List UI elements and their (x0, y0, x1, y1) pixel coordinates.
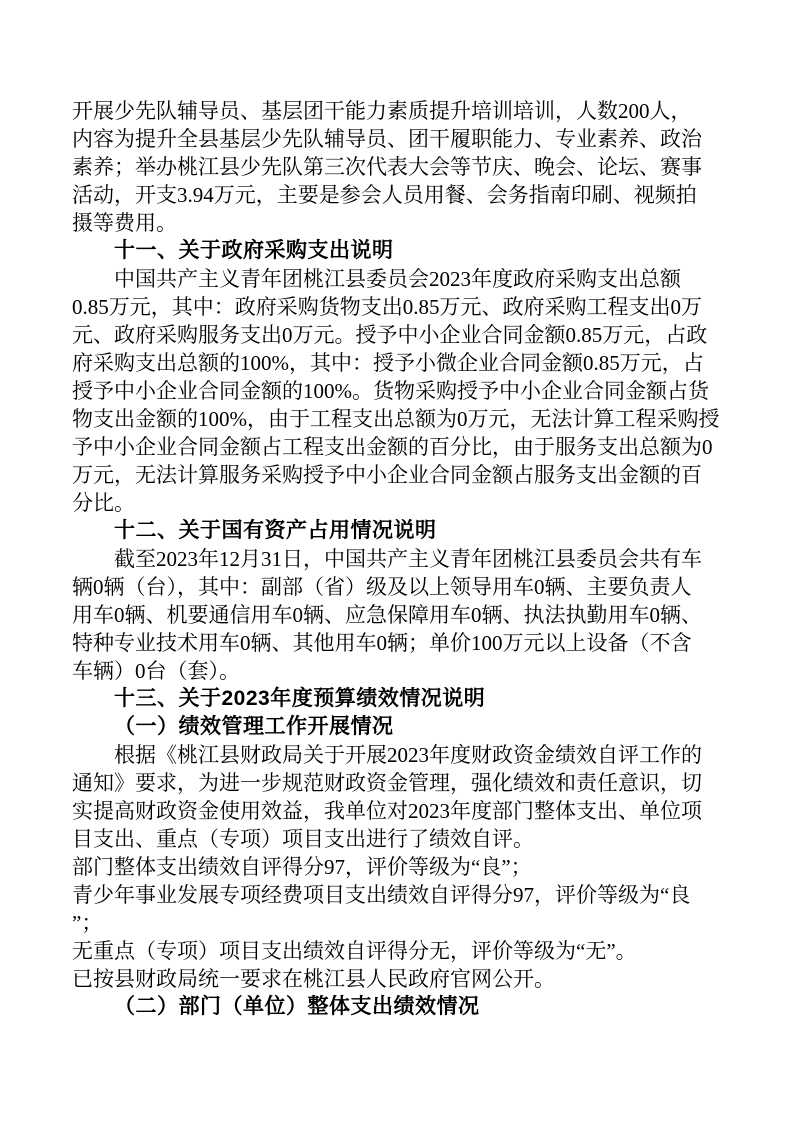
text-line: ”； (72, 911, 103, 935)
section-heading: 十一、关于政府采购支出说明 (114, 239, 394, 262)
text-line: 已按县财政局统一要求在桃江县人民政府官网公开。 (72, 967, 555, 991)
text-line: 青少年事业发展专项经费项目支出绩效自评得分97，评价等级为“良 (72, 883, 691, 907)
text-line: 0.85万元，其中：政府采购货物支出0.85万元、政府采购工程支出0万 (72, 295, 702, 319)
section-heading: （二）部门（单位）整体支出绩效情况 (114, 995, 480, 1018)
text-line: 实提高财政资金使用效益，我单位对2023年度部门整体支出、单位项 (72, 799, 702, 823)
text-line: 截至2023年12月31日，中国共产主义青年团桃江县委员会共有车 (114, 547, 702, 571)
text-line: 中国共产主义青年团桃江县委员会2023年度政府采购支出总额 (114, 267, 681, 291)
text-line: 元、政府采购服务支出0万元。授予中小企业合同金额0.85万元，占政 (72, 323, 708, 347)
text-line: 素养；举办桃江县少先队第三次代表大会等节庆、晚会、论坛、赛事 (72, 155, 702, 179)
text-line: 无重点（专项）项目支出绩效自评得分无，评价等级为“无”。 (72, 939, 637, 963)
text-line: 予中小企业合同金额占工程支出金额的百分比，由于服务支出总额为0 (72, 435, 713, 459)
text-line: 用车0辆、机要通信用车0辆、应急保障用车0辆、执法执勤用车0辆、 (72, 603, 702, 627)
text-line: 部门整体支出绩效自评得分97，评价等级为“良”； (72, 855, 532, 879)
text-line: 车辆）0台（套）。 (72, 659, 240, 683)
text-line: 授予中小企业合同金额的100%。货物采购授予中小企业合同金额占货 (72, 379, 709, 403)
text-line: 活动，开支3.94万元，主要是参会人员用餐、会务指南印刷、视频拍 (72, 183, 697, 207)
text-line: 开展少先队辅导员、基层团干能力素质提升培训培训，人数200人， (72, 99, 692, 123)
text-line: 府采购支出总额的100%，其中：授予小微企业合同金额0.85万元，占 (72, 351, 704, 375)
text-line: 万元，无法计算服务采购授予中小企业合同金额占服务支出金额的百 (72, 463, 702, 487)
text-line: 分比。 (72, 491, 135, 515)
text-line: 辆0辆（台），其中：副部（省）级及以上领导用车0辆、主要负责人 (72, 575, 692, 599)
section-heading: （一）绩效管理工作开展情况 (114, 715, 394, 738)
text-line: 通知》要求，为进一步规范财政资金管理，强化绩效和责任意识，切 (72, 771, 702, 795)
text-line: 内容为提升全县基层少先队辅导员、团干履职能力、专业素养、政治 (72, 127, 702, 151)
text-line: 摄等费用。 (72, 211, 177, 235)
text-line: 根据《桃江县财政局关于开展2023年度财政资金绩效自评工作的 (114, 743, 702, 767)
document-content (72, 97, 727, 1021)
text-line: 特种专业技术用车0辆、其他用车0辆；单价100万元以上设备（不含 (72, 631, 692, 655)
section-heading: 十二、关于国有资产占用情况说明 (114, 519, 437, 542)
section-heading: 十三、关于2023年度预算绩效情况说明 (114, 687, 486, 710)
text-line: 物支出金额的100%，由于工程支出总额为0万元，无法计算工程采购授 (72, 407, 720, 431)
text-line: 目支出、重点（专项）项目支出进行了绩效自评。 (72, 827, 534, 851)
